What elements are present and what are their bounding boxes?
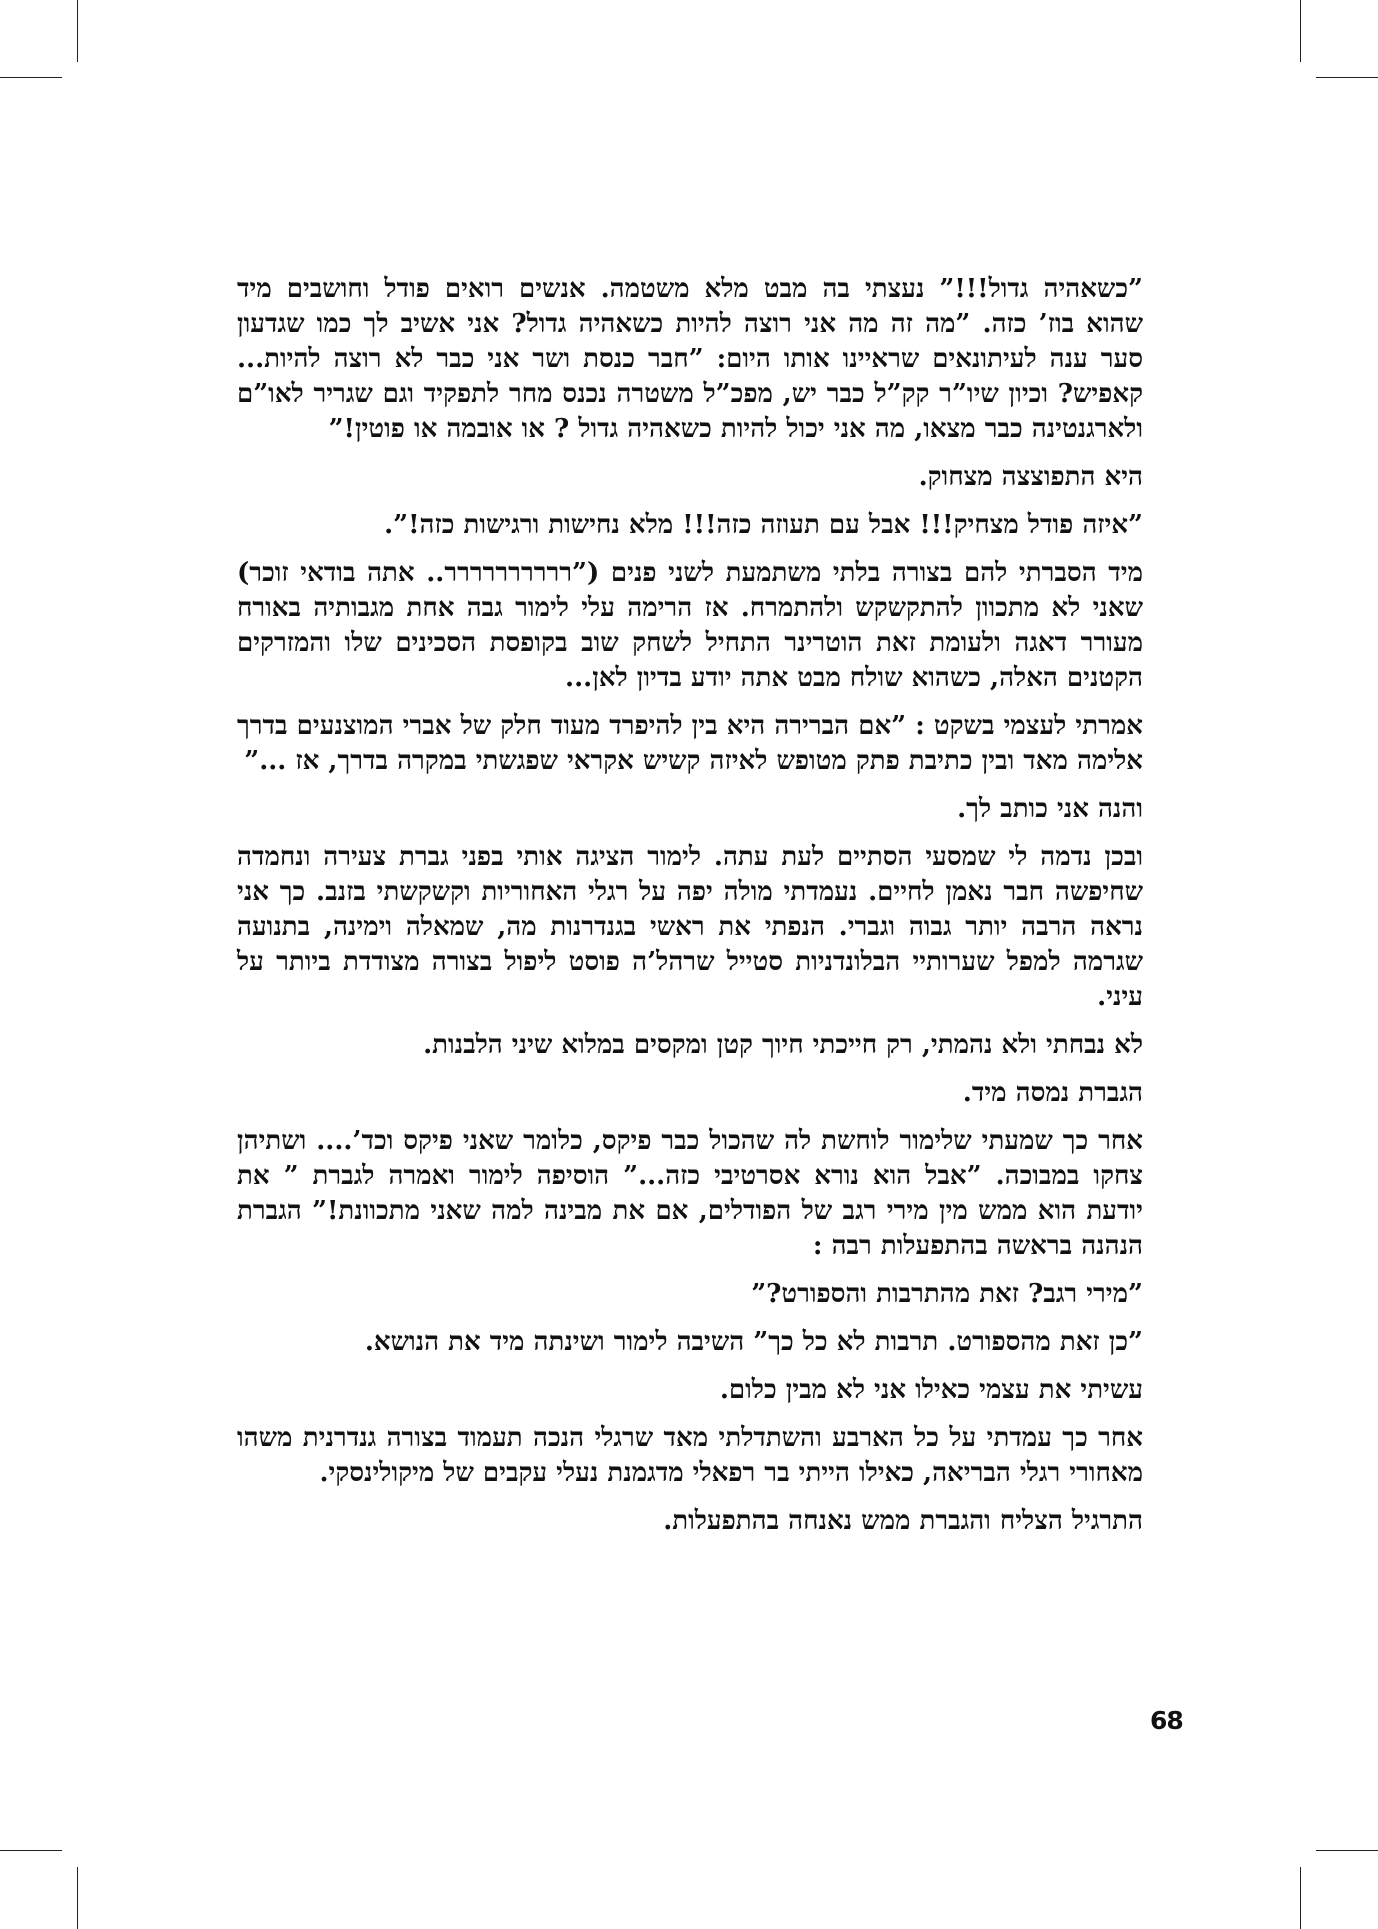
paragraph: ”כן זאת מהספורט. תרבות לא כל כך” השיבה לימור ושינתה מיד את הנושא. <box>364 1327 1143 1357</box>
paragraph: ”איזה פודל מצחיק!!! אבל עם תעוזה כזה!!! מלא נחישות ורגישות כזה!”. <box>384 510 1143 540</box>
crop-mark-top-left-horizontal <box>0 77 62 78</box>
paragraph: הגברת נמסה מיד. <box>962 1078 1143 1108</box>
paragraph: מיד הסברתי להם בצורה בלתי משתמעת לשני פנים (”רררררררררר.. אתה בודאי זוכר) שאני לא מתכוון להתקשקש ולהתמרח. אז הרימה עלי לימור גבה אחת מגבותיה באורח מעורר דאגה ולעומת זאת הוטרינר התחיל לשחק שוב בקופסת הסכינים שלו והמזרקים הקטנים האלה, כשהוא שולח מבט אתה יודע בדיון לאן... <box>237 558 1143 693</box>
paragraph: התרגיל הצליח והגברת ממש נאנחה בהתפעלות. <box>663 1506 1143 1536</box>
paragraph: ”מירי רגב? זאת מהתרבות והספורט?” <box>751 1279 1143 1309</box>
paragraph: עשיתי את עצמי כאילו אני לא מבין כלום. <box>719 1375 1143 1405</box>
crop-mark-bottom-left-vertical <box>77 1867 78 1929</box>
crop-mark-top-left-vertical <box>77 0 78 62</box>
paragraph: ”כשאהיה גדול!!!” נעצתי בה מבט מלא משטמה. אנשים רואים פודל וחושבים מיד שהוא בוז’ כזה. ”מה זה מה אני רוצה להיות כשאהיה גדול? אני אשיב לך כמו שגדעון סער ענה לעיתונאים שראיינו אותו היום: ”חבר כנסת ושר אני כבר לא רוצה להיות... קאפיש? וכיון שיו”ר קק”ל כבר יש, מפכ”ל משטרה נכנס מחר לתפקיד וגם שגריר לאו”ם ולארגנטינה כבר מצאו, מה אני יכול להיות כשאהיה גדול ? או אובמה או פוטין!” <box>237 274 1143 444</box>
crop-mark-top-right-vertical <box>1300 0 1301 62</box>
crop-mark-bottom-left-horizontal <box>0 1850 62 1851</box>
paragraph: אחר כך שמעתי שלימור לוחשת לה שהכול כבר פיקס, כלומר שאני פיקס וכד’.... ושתיהן צחקו במבוכה. ”אבל הוא נורא אסרטיבי כזה...” הוסיפה לימור ואמרה לגברת ” את יודעת הוא ממש מין מירי רגב של הפודלים, אם את מבינה למה שאני מתכוונת!” הגברת הנהנה בראשה בהתפעלות רבה : <box>237 1126 1143 1261</box>
paragraph: ובכן נדמה לי שמסעי הסתיים לעת עתה. לימור הציגה אותי בפני גברת צעירה ונחמדה שחיפשה חבר נאמן לחיים. נעמדתי מולה יפה על רגלי האחוריות וקשקשתי בזנב. כך אני נראה הרבה יותר גבוה וגברי. הנפתי את ראשי בגנדרנות מה, שמאלה וימינה, בתנועה שגרמה למפל שערותיי הבלונדניות סטייל שרהל’ה פוסט ליפול בצורה מצודדת ביותר על עיני. <box>237 842 1143 1012</box>
paragraph: אחר כך עמדתי על כל הארבע והשתדלתי מאד שרגלי הנכה תעמוד בצורה גנדרנית משהו מאחורי רגלי הבריאה, כאילו הייתי בר רפאלי מדגמנת נעלי עקבים של מיקולינסקי. <box>237 1423 1143 1488</box>
paragraph: והנה אני כותב לך. <box>957 794 1143 824</box>
body-text <box>237 272 1143 1552</box>
paragraph: לא נבחתי ולא נהמתי, רק חייכתי חיוך קטן ומקסים במלוא שיני הלבנות. <box>423 1030 1143 1060</box>
crop-mark-bottom-right-horizontal <box>1316 1850 1378 1851</box>
crop-mark-top-right-horizontal <box>1316 77 1378 78</box>
paragraph: היא התפוצצה מצחוק. <box>918 462 1143 492</box>
paragraph: אמרתי לעצמי בשקט : ”אם הברירה היא בין להיפרד מעוד חלק של אברי המוצנעים בדרך אלימה מאד ובין כתיבת פתק מטופש לאיזה קשיש אקראי שפגשתי במקרה בדרך, אז ...” <box>237 711 1143 776</box>
crop-mark-bottom-right-vertical <box>1300 1867 1301 1929</box>
page-number: 68 <box>1150 1706 1183 1735</box>
